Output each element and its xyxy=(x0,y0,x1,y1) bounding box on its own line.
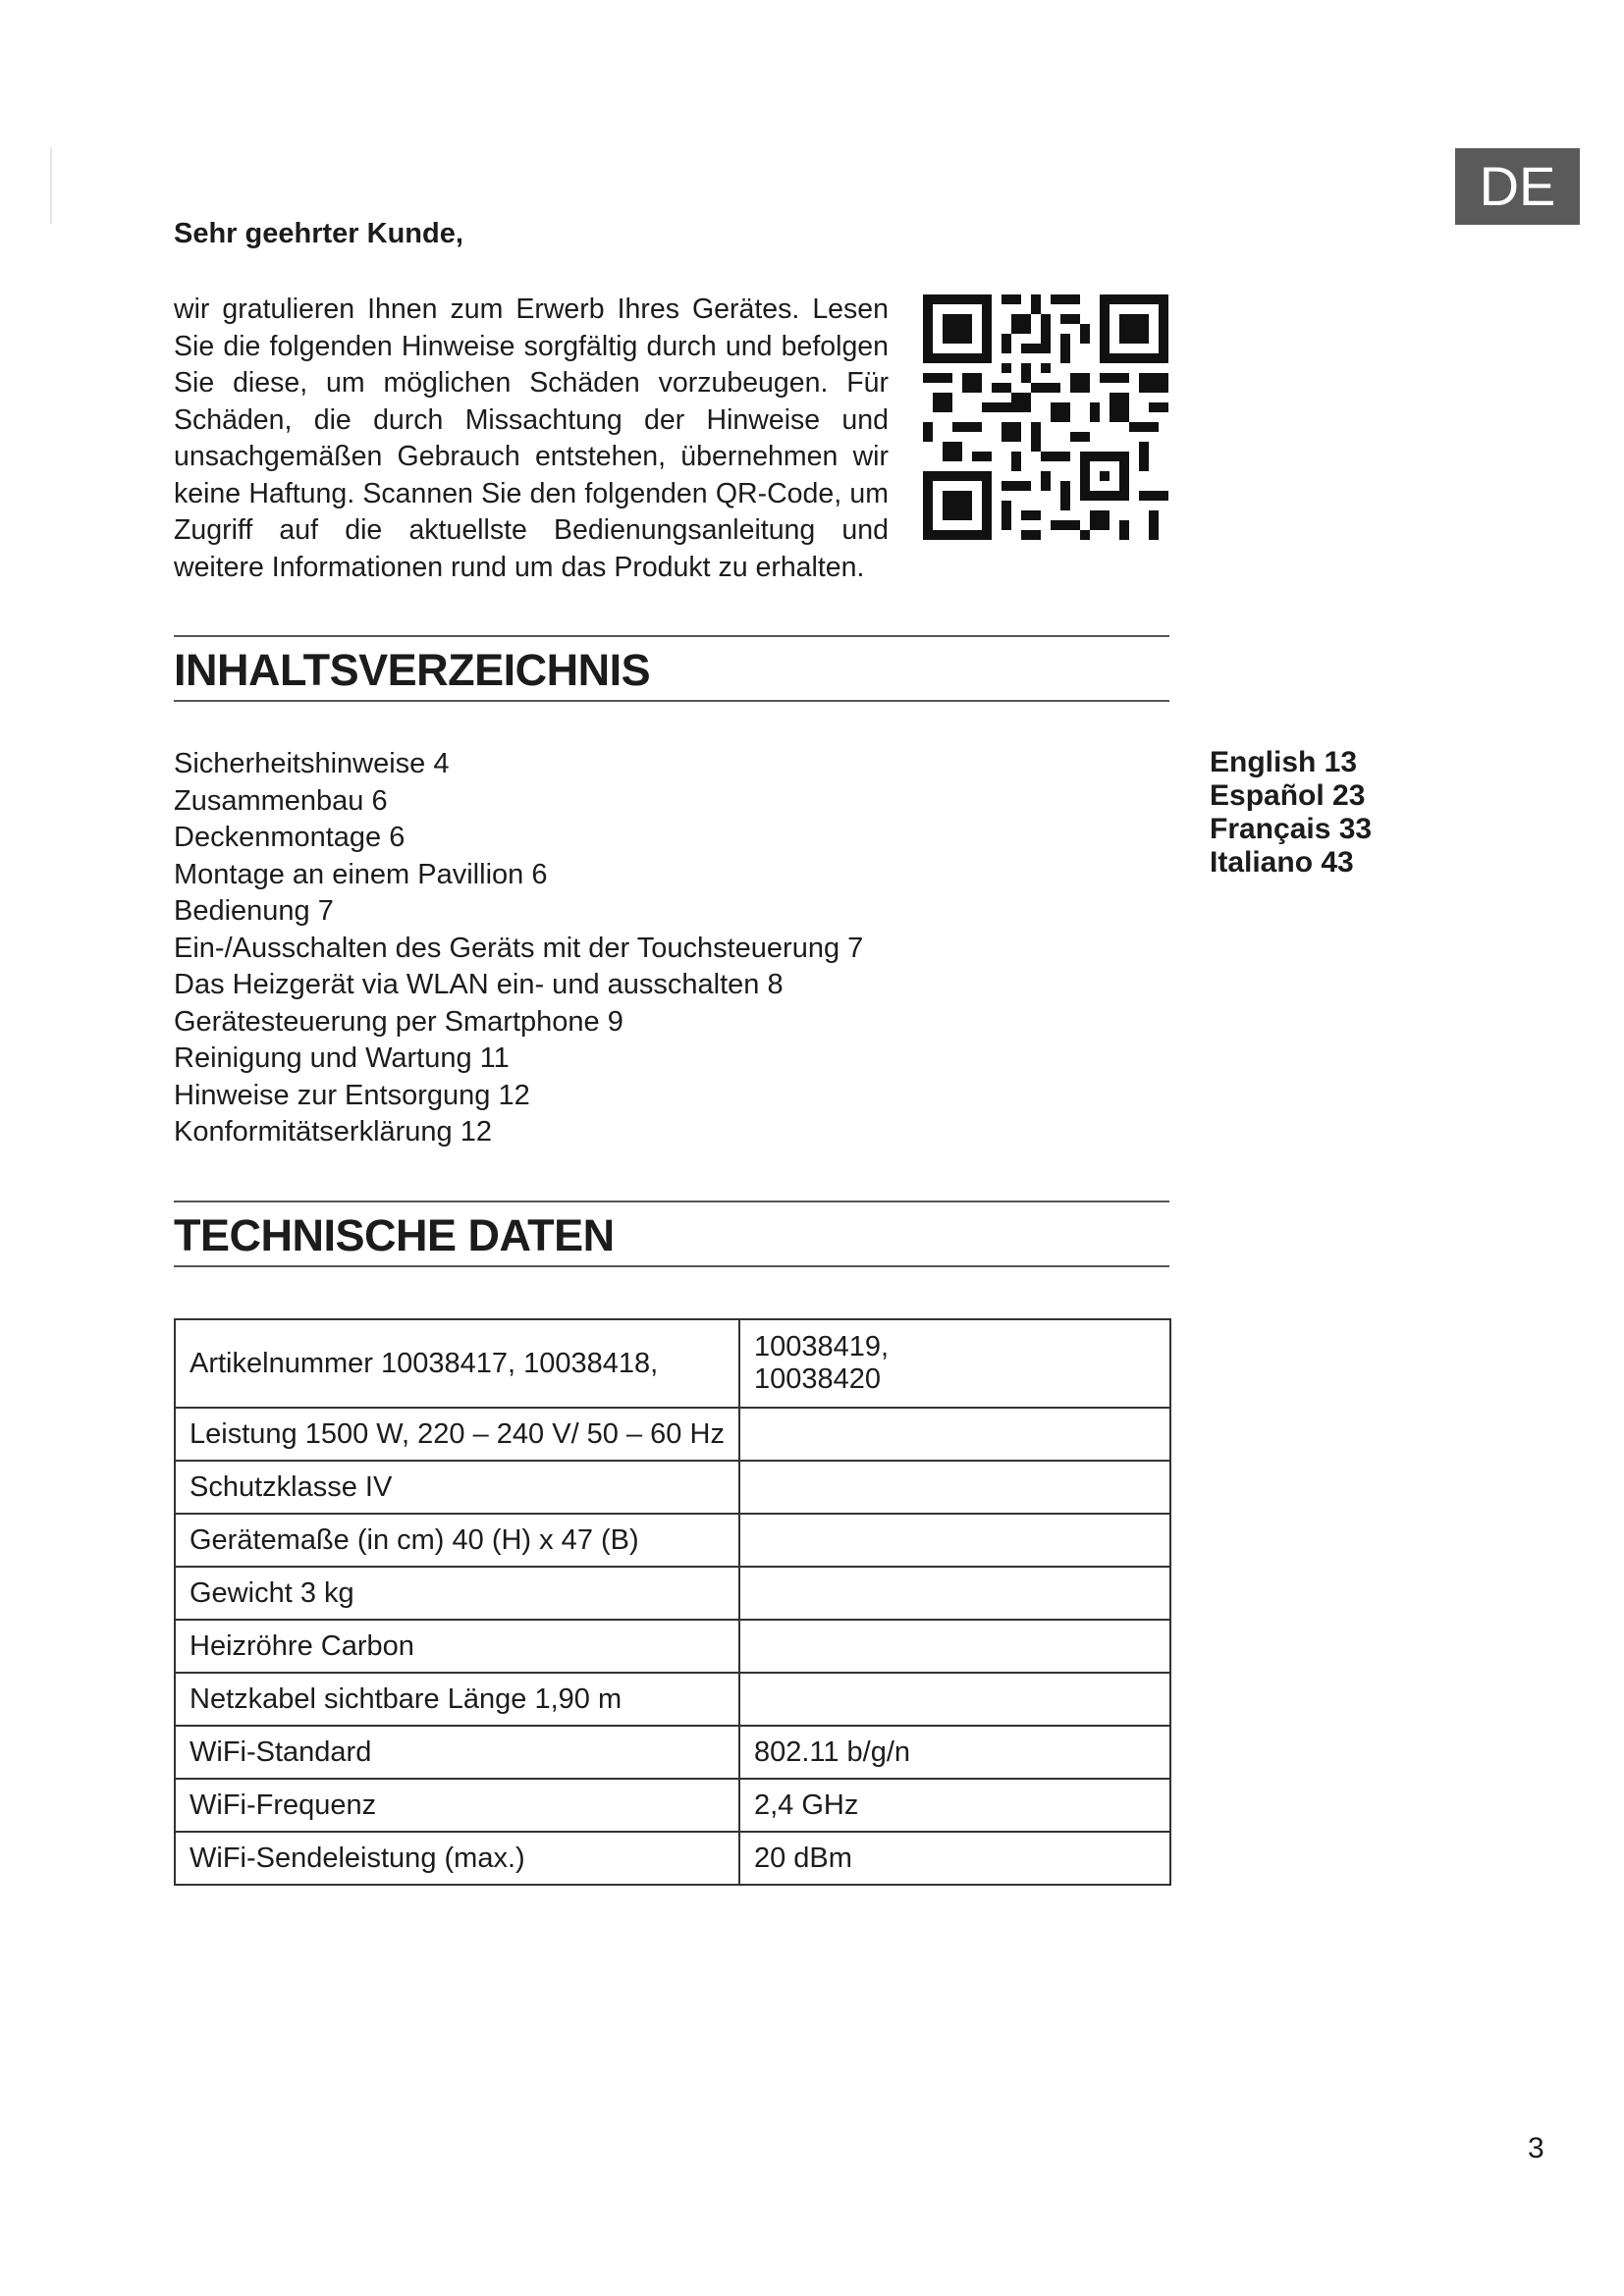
table-row xyxy=(175,1461,1170,1514)
spec-value: 2,4 GHz xyxy=(739,1779,1170,1832)
intro-paragraph: wir gratulieren Ihnen zum Erwerb Ihres Gerätes. Lesen Sie die folgenden Hinweise sorgfältig durch und befolgen Sie diese, um möglichen Schäden vorzubeugen. Für Schäden, die durch Missachtung der Hinweise und unsachgemäßen Gebrauch entstehen, übernehmen wir keine Haftung. Scannen Sie den folgenden QR-Code, um Zugriff auf die aktuellste Bedienungsanleitung und weitere Informationen rund um das Produkt zu erhalten. xyxy=(174,294,889,583)
table-row xyxy=(175,1726,1170,1779)
spec-label: Gerätemaße (in cm) 40 (H) x 47 (B) xyxy=(175,1514,739,1567)
salutation: Sehr geehrter Kunde, xyxy=(174,218,463,249)
table-row xyxy=(175,1832,1170,1885)
toc-item[interactable]: Montage an einem Pavillion 6 xyxy=(174,858,548,890)
toc-heading: INHALTSVERZEICHNIS xyxy=(174,635,1169,702)
margin-rule xyxy=(50,147,52,224)
spec-value xyxy=(739,1408,1170,1461)
spec-value: 802.11 b/g/n xyxy=(739,1726,1170,1779)
language-link[interactable]: Italiano 43 xyxy=(1210,846,1354,879)
toc-item[interactable]: Konformitätserklärung 12 xyxy=(174,1116,492,1148)
language-badge: DE xyxy=(1455,148,1580,225)
spec-label: Artikelnummer 10038417, 10038418, xyxy=(175,1319,739,1408)
spec-label: Netzkabel sichtbare Länge 1,90 m xyxy=(175,1673,739,1726)
spec-value: 20 dBm xyxy=(739,1832,1170,1885)
spec-value xyxy=(739,1461,1170,1514)
table-row xyxy=(175,1408,1170,1461)
toc-item[interactable]: Das Heizgerät via WLAN ein- und ausschalten 8 xyxy=(174,969,784,1000)
toc-item[interactable]: Bedienung 7 xyxy=(174,895,334,927)
spec-value xyxy=(739,1673,1170,1726)
spec-label: WiFi-Frequenz xyxy=(175,1779,739,1832)
toc-item[interactable]: Reinigung und Wartung 11 xyxy=(174,1042,510,1074)
spec-label: WiFi-Standard xyxy=(175,1726,739,1779)
toc-item[interactable]: Hinweise zur Entsorgung 12 xyxy=(174,1079,530,1111)
spec-value xyxy=(739,1620,1170,1673)
toc-item[interactable]: Deckenmontage 6 xyxy=(174,822,406,853)
table-row xyxy=(175,1779,1170,1832)
spec-table xyxy=(174,1318,1171,1886)
spec-label: Schutzklasse IV xyxy=(175,1461,739,1514)
table-row xyxy=(175,1567,1170,1620)
spec-label: Gewicht 3 kg xyxy=(175,1567,739,1620)
spec-label: WiFi-Sendeleistung (max.) xyxy=(175,1832,739,1885)
toc-item[interactable]: Sicherheitshinweise 4 xyxy=(174,748,450,779)
qr-code[interactable] xyxy=(923,294,1168,540)
spec-value xyxy=(739,1514,1170,1567)
table-row xyxy=(175,1620,1170,1673)
tech-data-heading: TECHNISCHE DATEN xyxy=(174,1201,1169,1267)
page-number: 3 xyxy=(1528,2132,1544,2164)
language-link[interactable]: Español 23 xyxy=(1210,779,1366,812)
language-list xyxy=(1210,746,1372,880)
spec-label: Heizröhre Carbon xyxy=(175,1620,739,1673)
table-row xyxy=(175,1514,1170,1567)
spec-value xyxy=(739,1567,1170,1620)
toc-item[interactable]: Ein-/Ausschalten des Geräts mit der Touchsteuerung 7 xyxy=(174,932,864,964)
table-row xyxy=(175,1319,1170,1408)
language-link[interactable]: Français 33 xyxy=(1210,813,1373,845)
table-row xyxy=(175,1673,1170,1726)
spec-label: Leistung 1500 W, 220 – 240 V/ 50 – 60 Hz xyxy=(175,1408,739,1461)
toc-item[interactable]: Gerätesteuerung per Smartphone 9 xyxy=(174,1005,623,1038)
language-link[interactable]: English 13 xyxy=(1210,746,1358,778)
spec-value: 10038419, 10038420 xyxy=(739,1319,1170,1408)
table-of-contents xyxy=(174,746,863,1151)
toc-item[interactable]: Zusammenbau 6 xyxy=(174,784,388,817)
